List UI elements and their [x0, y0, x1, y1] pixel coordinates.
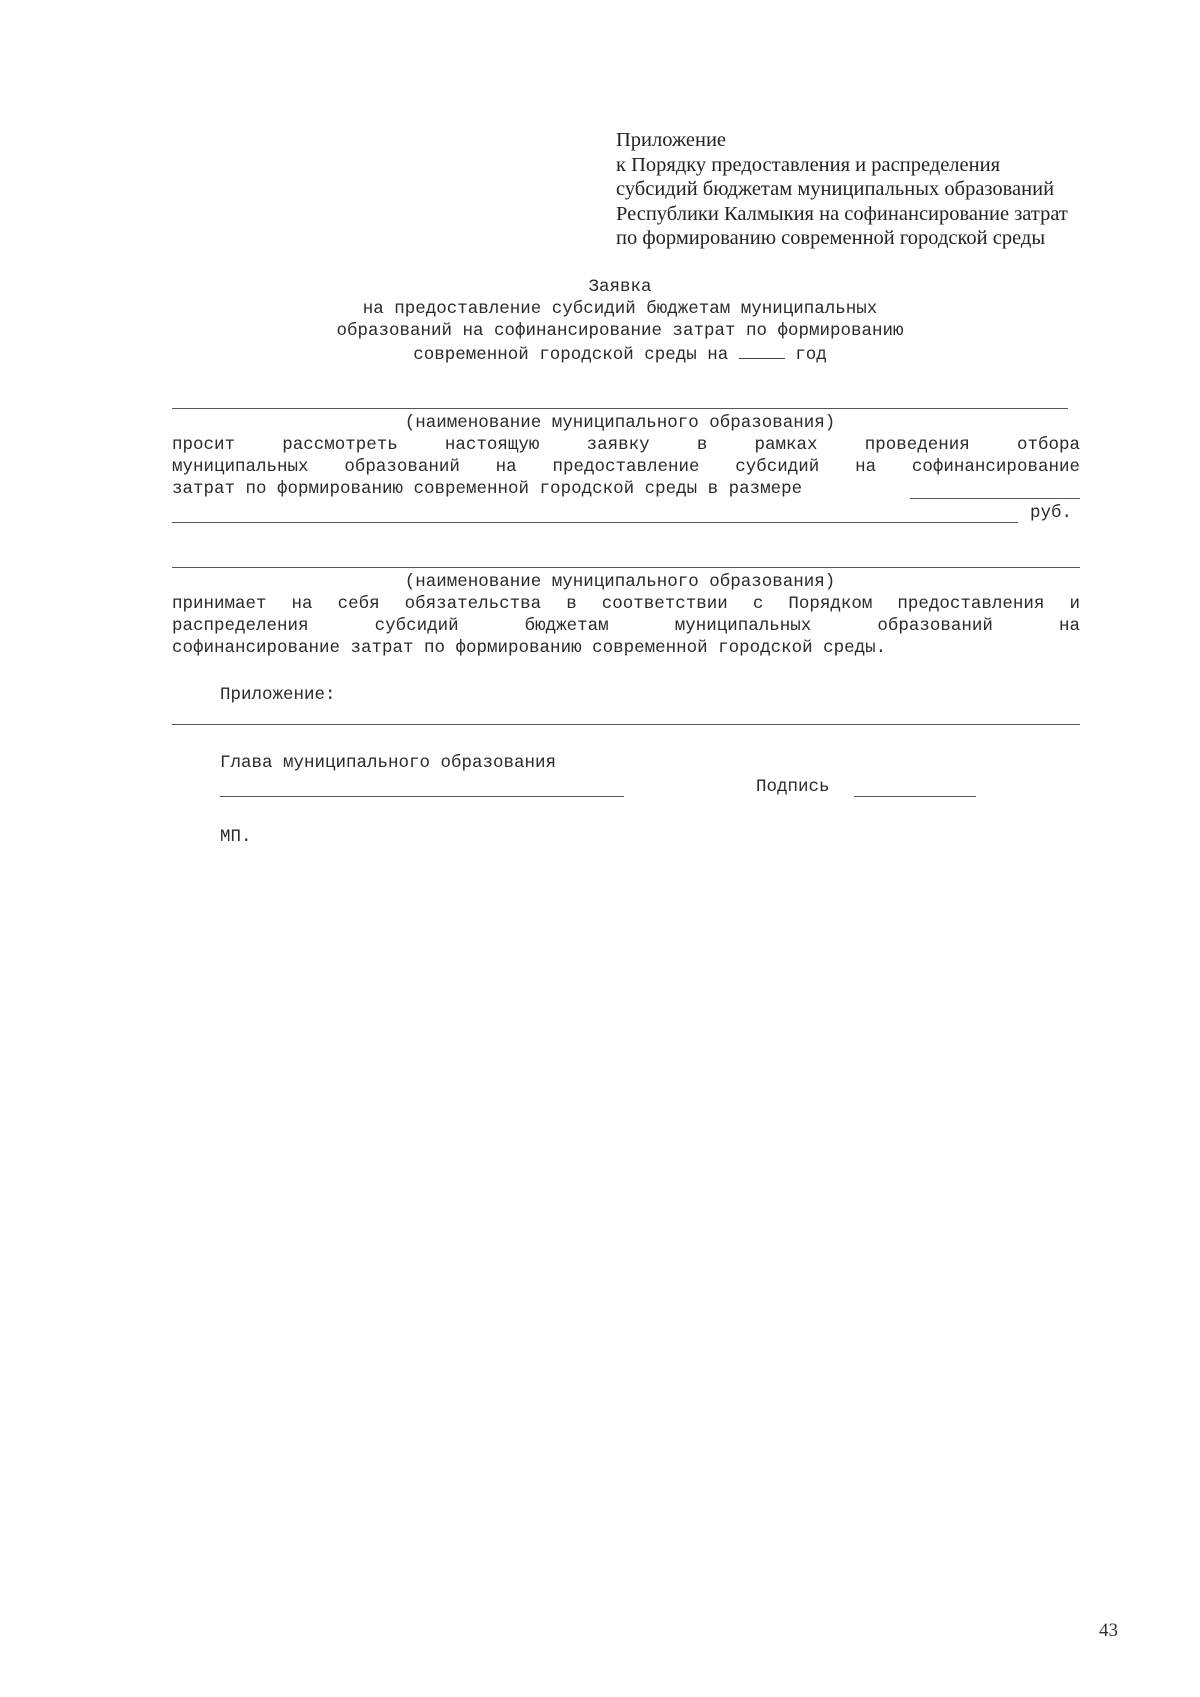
word: с [752, 594, 764, 614]
head-name-field[interactable] [220, 796, 624, 797]
word: на [495, 457, 517, 477]
annex-block [616, 128, 1068, 251]
annex-line: к Порядку предоставления и распределения [616, 153, 1000, 176]
word: рассмотреть [282, 435, 398, 455]
word: муниципальных [172, 457, 309, 477]
year-field[interactable] [739, 342, 785, 359]
word: софинансирование [911, 457, 1080, 477]
word: просит [172, 435, 236, 455]
word: принимает [172, 594, 267, 614]
word: образований [344, 457, 460, 477]
word: себя [337, 594, 380, 614]
word: отбора [1016, 435, 1080, 455]
municipality-name-field[interactable] [172, 408, 1068, 409]
currency-label: руб. [1030, 503, 1073, 523]
annex-line: по формированию современной городской среды [616, 227, 1046, 249]
page-number: 43 [1099, 1620, 1118, 1641]
request-row-1 [172, 434, 1080, 456]
word: настоящую [444, 435, 540, 455]
word: рамках [754, 435, 818, 455]
request-row-3: затрат по формированию современной городской среды в размере [172, 479, 803, 499]
word: в [696, 435, 708, 455]
title-line-3-suffix: год [795, 345, 827, 365]
amount-words-field[interactable] [172, 522, 1018, 523]
signature-field[interactable] [854, 796, 976, 797]
word: предоставление [552, 457, 700, 477]
word: субсидий [735, 457, 820, 477]
word: и [1069, 594, 1080, 614]
word: муниципальных [674, 616, 812, 636]
word: на [1058, 616, 1080, 636]
attachment-field[interactable] [172, 724, 1080, 725]
title-line-2: образований на софинансирование затрат по формированию [336, 321, 904, 341]
word: распределения [172, 616, 309, 636]
word: на [855, 457, 877, 477]
word: образований [877, 616, 993, 636]
municipality-name-field-2[interactable] [172, 567, 1080, 568]
word: в [566, 594, 577, 614]
amount-field[interactable] [910, 498, 1080, 499]
annex-line: субсидий бюджетам муниципальных образований [616, 178, 1055, 200]
word: проведения [864, 435, 970, 455]
annex-line: Республики Калмыкия на софинансирование затрат [616, 202, 1068, 225]
annex-line: Приложение [616, 129, 727, 151]
head-label: Глава муниципального образования [220, 753, 557, 773]
obligation-row-1 [172, 593, 1080, 615]
word: бюджетам [524, 616, 609, 636]
word: соответствии [601, 594, 728, 614]
word: предоставления [897, 594, 1045, 614]
obligation-row-3: софинансирование затрат по формированию современной городской среды. [172, 638, 887, 658]
attachment-label: Приложение: [220, 685, 336, 705]
stamp-label: МП. [220, 827, 252, 847]
word: обязательства [404, 594, 542, 614]
signature-label: Подпись [756, 777, 830, 797]
municipality-caption-2: (наименование муниципального образования) [404, 572, 836, 592]
request-row-2 [172, 456, 1080, 478]
title-line-1: на предоставление субсидий бюджетам муниципальных [362, 299, 878, 319]
word: на [291, 594, 313, 614]
title-line-3-prefix: современной городской среды на [413, 345, 729, 365]
title-heading: Заявка [588, 277, 652, 297]
word: субсидий [374, 616, 459, 636]
word: Порядком [788, 594, 873, 614]
word: заявку [586, 435, 650, 455]
obligation-row-2 [172, 615, 1080, 637]
municipality-caption: (наименование муниципального образования) [404, 413, 836, 433]
title-line-3 [160, 342, 1080, 366]
